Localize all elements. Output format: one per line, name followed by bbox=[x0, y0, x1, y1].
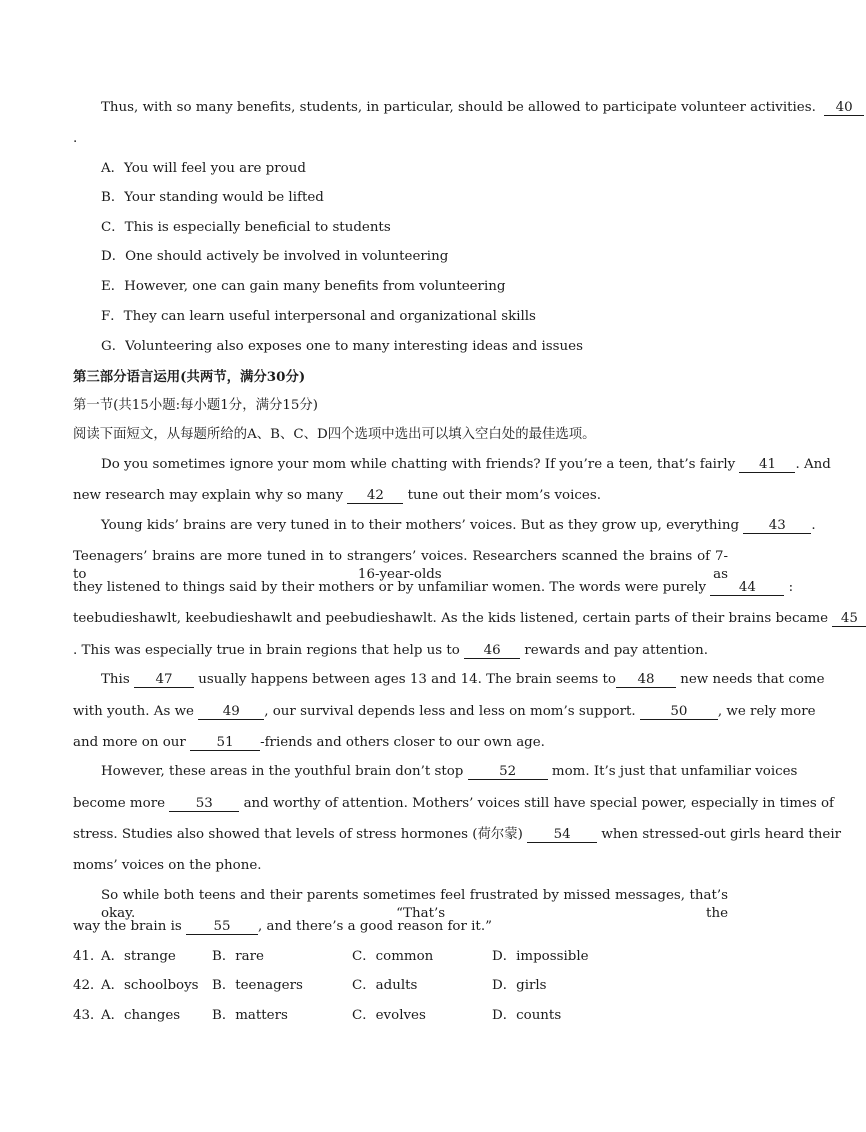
blank-47: 47 bbox=[134, 672, 194, 688]
choice-b[interactable]: B．matters bbox=[212, 1008, 288, 1023]
blank-46: 46 bbox=[464, 643, 520, 659]
passage-line: However, these areas in the youthful brain don’t stop 52 mom. It’s just that unfamiliar voices bbox=[101, 764, 798, 779]
instructions: 阅读下面短文，从每题所给的A、B、C、D四个选项中选出可以填入空白处的最佳选项。 bbox=[73, 427, 596, 442]
question-number: 42． bbox=[73, 978, 104, 993]
passage-line: Young kids’ brains are very tuned in to their mothers’ voices. But as they grow up, everything 43 . bbox=[101, 518, 816, 533]
blank-43: 43 bbox=[743, 518, 811, 534]
choice-b[interactable]: B．rare bbox=[212, 949, 264, 964]
option-g: G．Volunteering also exposes one to many interesting ideas and issues bbox=[101, 339, 583, 354]
passage-line: stress. Studies also showed that levels of stress hormones (荷尔蒙) 54 when stressed-out girls heard their bbox=[73, 827, 842, 842]
option-f: F．They can learn useful interpersonal and organizational skills bbox=[101, 309, 536, 324]
blank-48: 48 bbox=[616, 672, 676, 688]
choice-d[interactable]: D．girls bbox=[492, 978, 547, 993]
passage-line: moms’ voices on the phone. bbox=[73, 858, 262, 873]
blank-54: 54 bbox=[527, 827, 597, 843]
passage-line: Do you sometimes ignore your mom while chatting with friends? If you’re a teen, that’s fairly 41 . And bbox=[101, 457, 831, 472]
passage-line: teebudieshawlt, keebudieshawlt and peebudieshawlt. As the kids listened, certain parts of their brains became 45 bbox=[73, 610, 728, 628]
question-40-sentence: Thus, with so many benefits, students, in particular, should be allowed to participate volunteer activities. bbox=[101, 100, 816, 115]
blank-53: 53 bbox=[169, 796, 239, 812]
passage-line: and more on our 51 -friends and others closer to our own age. bbox=[73, 735, 545, 750]
option-c: C．This is especially beneficial to students bbox=[101, 220, 391, 235]
option-a: A．You will feel you are proud bbox=[101, 161, 306, 176]
choice-b[interactable]: B．teenagers bbox=[212, 978, 303, 993]
choice-d[interactable]: D．impossible bbox=[492, 949, 589, 964]
blank-55: 55 bbox=[186, 919, 258, 935]
blank-51: 51 bbox=[190, 735, 260, 751]
passage-line: new research may explain why so many 42 tune out their mom’s voices. bbox=[73, 488, 601, 503]
blank-40: 40 bbox=[824, 100, 864, 116]
option-e: E．However, one can gain many benefits from volunteering bbox=[101, 279, 506, 294]
blank-52: 52 bbox=[468, 764, 548, 780]
question-40-text bbox=[101, 99, 853, 117]
choice-a[interactable]: A．changes bbox=[101, 1008, 181, 1023]
choice-a[interactable]: A．schoolboys bbox=[101, 978, 199, 993]
choice-a[interactable]: A．strange bbox=[101, 949, 176, 964]
passage-line: with youth. As we 49 , our survival depends less and less on mom’s support. 50 , we rely more bbox=[73, 704, 816, 719]
option-b: B．Your standing would be lifted bbox=[101, 190, 324, 205]
choice-c[interactable]: C．common bbox=[352, 949, 434, 964]
choice-c[interactable]: C．adults bbox=[352, 978, 418, 993]
passage-line: So while both teens and their parents sometimes feel frustrated by missed messages, that’s okay. “That’s the bbox=[101, 888, 728, 921]
blank-49: 49 bbox=[198, 704, 264, 720]
choice-c[interactable]: C．evolves bbox=[352, 1008, 426, 1023]
blank-45: 45 bbox=[832, 611, 866, 627]
passage-line: they listened to things said by their mothers or by unfamiliar women. The words were purely 44 : bbox=[73, 580, 794, 595]
question-number: 43． bbox=[73, 1008, 104, 1023]
passage-line: way the brain is 55 , and there’s a good reason for it.” bbox=[73, 919, 492, 934]
passage-line: . This was especially true in brain regions that help us to 46 rewards and pay attention. bbox=[73, 643, 708, 658]
passage-line: Teenagers’ brains are more tuned in to strangers’ voices. Researchers scanned the brains of 7- to 16-year-olds as bbox=[73, 549, 728, 582]
question-number: 41． bbox=[73, 949, 104, 964]
blank-42: 42 bbox=[347, 488, 403, 504]
choice-d[interactable]: D．counts bbox=[492, 1008, 562, 1023]
question-40-period: . bbox=[73, 131, 78, 146]
section-title: 第三部分语言运用(共两节，满分30分) bbox=[73, 369, 306, 385]
option-d: D．One should actively be involved in volunteering bbox=[101, 249, 449, 264]
subsection-title: 第一节(共15小题:每小题1分，满分15分) bbox=[73, 398, 319, 413]
passage-line: This 47 usually happens between ages 13 and 14. The brain seems to 48 new needs that come bbox=[101, 672, 825, 687]
passage-line: become more 53 and worthy of attention. Mothers’ voices still have special power, especially in times of bbox=[73, 796, 835, 811]
blank-50: 50 bbox=[640, 704, 718, 720]
blank-44: 44 bbox=[710, 580, 784, 596]
blank-41: 41 bbox=[739, 457, 795, 473]
